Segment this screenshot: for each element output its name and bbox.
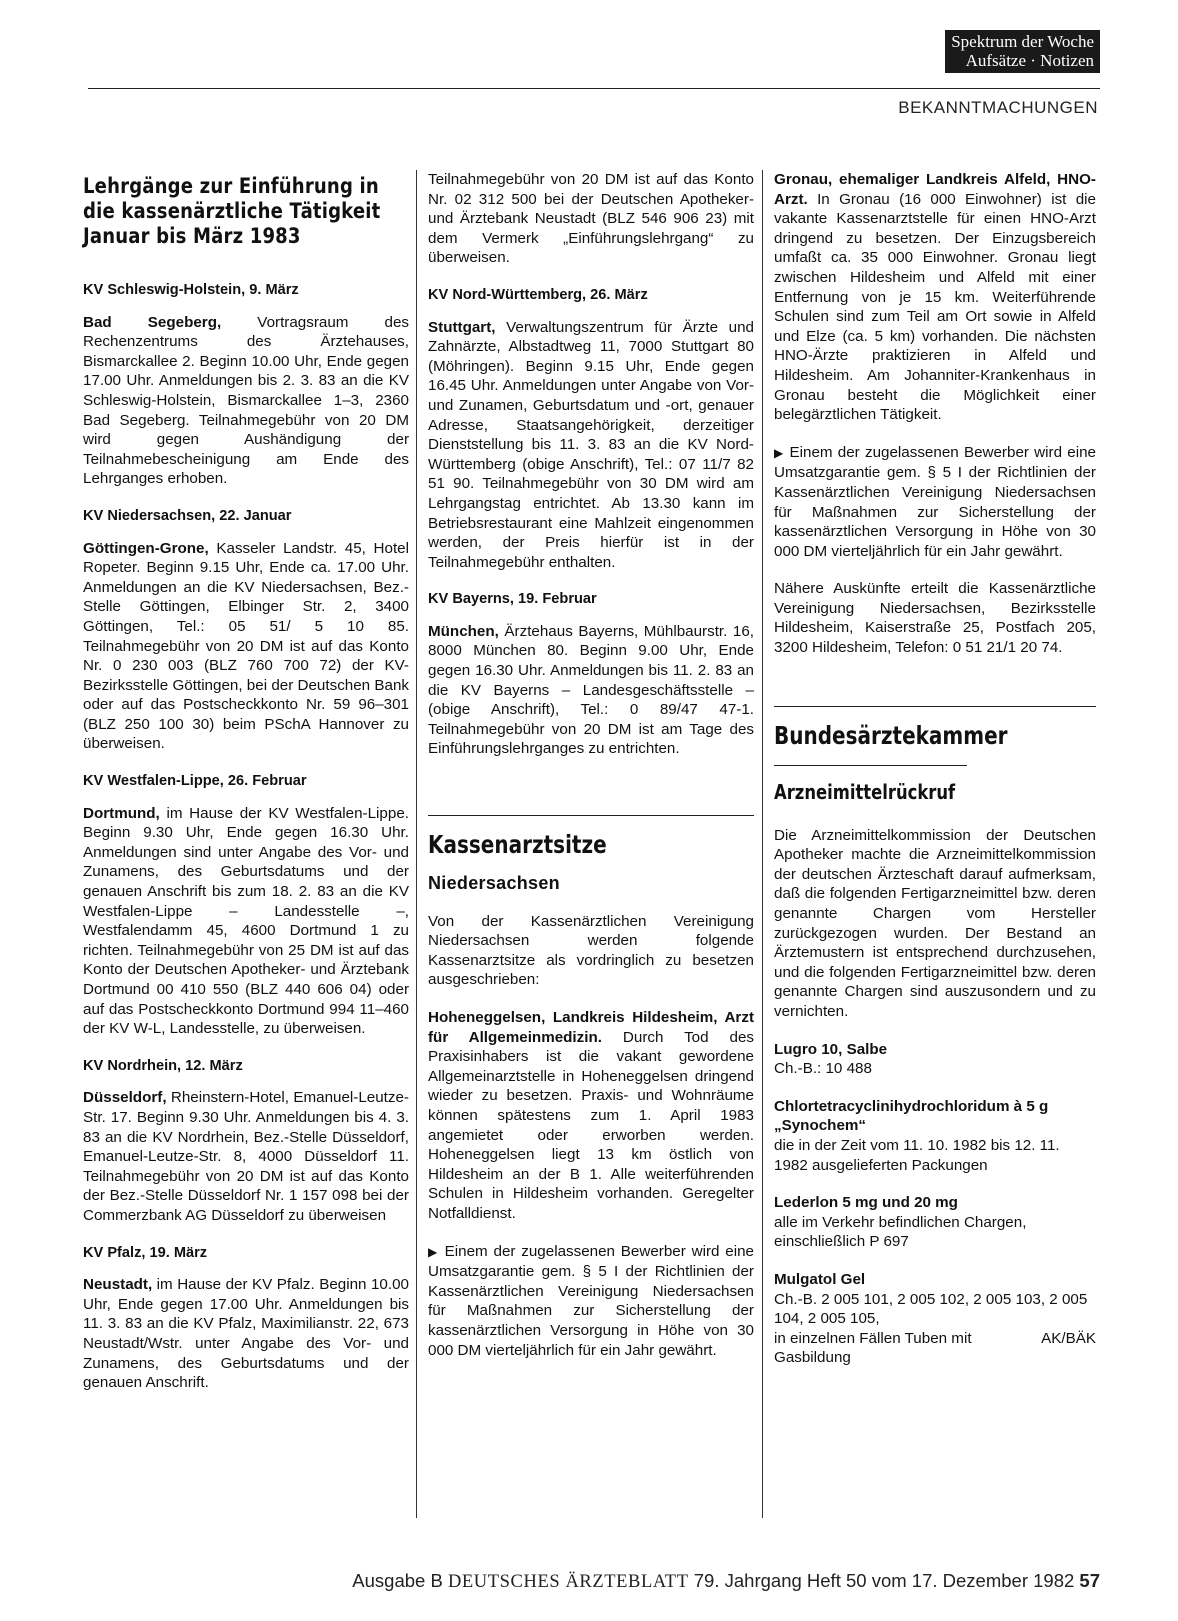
course-text: Ärztehaus Bayerns, Mühlbaurstr. 16, 8000 München 80. Beginn 9.00 Uhr, Ende gegen 16.30 Uhr. Anmeldungen bis 11. 2. 83 an die KV Bayerns – Landesgeschäftsstelle – (obige Anschrift), Tel.: 0 89/47 47-1. Teilnahmegebühr von 20 DM ist am Tage des Einführungslehrganges zu entrichten. [428, 622, 754, 758]
seat-text: In Gronau (16 000 Einwohner) ist die vakante Kassenarztstelle für einen HNO-Arzt dringend zu besetzen. Der Einzugsbereich umfaßt ca. 35 000 Einwohner. Gronau liegt zwischen Hildesheim und Alfeld mit einer Entfernung von je 15 km. Weiterführende Schulen sind zum Teil am Ort sowie in Alfeld und Elze (ca. 5 km) vorhanden. Die nächsten HNO-Ärzte praktizieren in Alfeld und Hildesheim. Am Johanniter-Krankenhaus in Gronau besteht die Möglichkeit einer belegärztlichen Tätigkeit. [774, 190, 1096, 424]
info-paragraph: Nähere Auskünfte erteilt die Kassenärztliche Vereinigung Niedersachsen, Bezirksstelle Hildesheim, Kaiserstraße 25, Postfach 205, 3200 Hildesheim, Telefon: 0 51 21/1 20 74. [774, 580, 1096, 657]
continued-paragraph: Teilnahmegebühr von 20 DM ist auf das Konto Nr. 02 312 500 bei der Deutschen Apotheker- und Ärztebank Neustadt (BLZ 546 906 23) mit dem Vermerk „Einführungslehrgang“ zu überweisen. [428, 171, 754, 267]
course-paragraph [83, 1088, 409, 1225]
badge-line-1: Spektrum der Woche [951, 32, 1094, 51]
kv-heading: KV Schleswig-Holstein, 9. März [83, 282, 299, 298]
guarantee-text: Einem der zugelassenen Bewerber wird eine Umsatzgarantie gem. § 5 I der Richtlinien der Kassenärztlichen Vereinigung Niedersachsen für Maßnahmen zur Sicherstellung der kassenärztlichen Versorgung in Höhe von 30 000 DM vierteljährlich für ein Jahr gewährt. [774, 443, 1096, 560]
signature: AK/BÄK [1041, 1329, 1096, 1347]
course-paragraph [83, 804, 409, 1039]
kv-heading: KV Niedersachsen, 22. Januar [83, 507, 292, 524]
course-paragraph [428, 318, 754, 573]
article-title: Lehrgänge zur Einführung in die kassenärztliche Tätigkeit Januar bis März 1983 [83, 174, 381, 249]
seat-paragraph [774, 170, 1096, 425]
place-name: München, [428, 622, 499, 640]
page-number: 57 [1079, 1570, 1100, 1591]
recall-item-title: Mulgatol Gel [774, 1270, 866, 1288]
seat-paragraph [428, 1008, 754, 1224]
column-divider-2 [762, 170, 763, 1518]
recall-item-text: Ch.-B. 2 005 101, 2 005 102, 2 005 103, 2 005 104, 2 005 105, [774, 1290, 1088, 1328]
intro-paragraph: Von der Kassenärztlichen Vereinigung Niedersachsen werden folgende Kassenarztsitze als vordringlich zu besetzen ausgeschrieben: [428, 912, 754, 989]
guarantee-text: Einem der zugelassenen Bewerber wird eine Umsatzgarantie gem. § 5 I der Richtlinien der Kassenärztlichen Vereinigung Niedersachsen für Maßnahmen zur Sicherstellung der kassenärztlichen Versorgung in Höhe von 30 000 DM vierteljährlich für ein Jahr gewährt. [428, 1242, 754, 1359]
subsection-rule [774, 765, 967, 766]
seat-text: Durch Tod des Praxisinhabers ist die vakant gewordene Allgemeinarztstelle in Hoheneggelsen dringend wieder zu besetzen. Praxis- und Wohnräume können spätestens zum 1. April 1983 angemietet oder erworben werden. Hoheneggelsen liegt 13 km östlich von Hildesheim an der B 1. Alle weiterführenden Schulen in Hildesheim vorhanden. Geregelter Notfalldienst. [428, 1028, 754, 1222]
seat-heading: Gronau, ehemaliger Landkreis Alfeld, HNO-Arzt. [774, 171, 1096, 208]
footer-journal: DEUTSCHES ÄRZTEBLATT [447, 1572, 689, 1592]
recall-last-line [774, 1329, 1096, 1368]
kv-heading: KV Bayerns, 19. Februar [428, 591, 597, 608]
course-text: Vortragsraum des Rechenzentrums des Ärztehauses, Bismarckallee 2. Beginn 10.00 Uhr, Ende gegen 17.00 Uhr. Anmeldungen bis 2. 3. 83 an die KV Schleswig-Holstein, Bismarckallee 1–3, 2360 Bad Segeberg. Teilnahmegebühr von 20 DM wird gegen Aushändigung der Teilnahmebescheinigung am Ende des Lehrganges erhoben. [83, 313, 409, 488]
header-rule [88, 88, 1100, 89]
place-name: Dortmund, [83, 804, 160, 822]
subsection-title: Arzneimittelrückruf [774, 779, 956, 804]
course-text: im Hause der KV Westfalen-Lippe. Beginn 9.30 Uhr, Ende gegen 16.30 Uhr. Anmeldungen sind unter Angabe des Vor- und Zunamens, des Geburtsdatums und der genauen Anschrift bis zum 18. 2. 83 an die KV Westfalen-Lippe – Landesstelle –, Westfalendamm 45, 4600 Dortmund 1 zu richten. Teilnahmegebühr von 25 DM ist auf das Konto der Deutschen Apotheker- und Ärztebank Dortmund 00 410 550 (BLZ 440 606 04) oder auf das Postscheckkonto Dortmund 994 11–460 der KV W-L, Landesstelle, zu überweisen. [83, 804, 409, 1038]
recall-item-text: Ch.-B.: 10 488 [774, 1060, 872, 1078]
recall-item [774, 1193, 1096, 1252]
course-text: Rheinstern-Hotel, Emanuel-Leutze-Str. 17. Beginn 9.30 Uhr. Anmeldungen bis 4. 3. 83 an die KV Nordrhein, Bez.-Stelle Düsseldorf, Emanuel-Leutze-Str. 8, 4000 Düsseldorf 11. Teilnahmegebühr von 20 DM ist auf das Konto der Bez.-Stelle Düsseldorf Nr. 1 157 098 bei der Commerzbank AG Düsseldorf zu überweisen [83, 1089, 409, 1224]
column-1 [83, 170, 409, 1411]
guarantee-paragraph [428, 1242, 754, 1361]
seat-heading: Hoheneggelsen, Landkreis Hildesheim, Arzt für Allgemeinmedizin. [428, 1009, 754, 1046]
section-badge [945, 30, 1100, 73]
section-rule [774, 706, 1096, 707]
column-divider-1 [416, 170, 417, 1518]
recall-item-title: Lugro 10, Salbe [774, 1040, 888, 1058]
section-title-kassenarztsitze: Kassenarztsitze [428, 830, 607, 860]
column-2 [428, 170, 754, 1360]
course-text: im Hause der KV Pfalz. Beginn 10.00 Uhr, Ende gegen 17.00 Uhr. Anmeldungen bis 11. 3. 83 an die KV Pfalz, Maximilianstr. 22, 673 Neustadt/Wstr. unter Angabe des Vor- und Zunamens, des Geburtsdatums und der genauen Anschrift. [83, 1276, 409, 1392]
triangle-bullet-icon: ▶ [428, 1244, 439, 1259]
section-label: BEKANNTMACHUNGEN [898, 98, 1098, 117]
column-3 [774, 170, 1096, 1368]
recall-item [774, 1040, 1096, 1079]
kv-heading: KV Nordrhein, 12. März [83, 1057, 243, 1074]
kv-heading: KV Nord-Württemberg, 26. März [428, 286, 648, 303]
place-name: Göttingen-Grone, [83, 539, 209, 557]
recall-item-title: Chlortetracyclinihydrochloridum à 5 g „Synochem“ [774, 1097, 1049, 1135]
guarantee-paragraph [774, 443, 1096, 562]
course-text: Verwaltungszentrum für Ärzte und Zahnärzte, Albstadtweg 11, 7000 Stuttgart 80 (Möhringen). Beginn 9.15 Uhr, Ende gegen 16.45 Uhr. Anmeldungen unter Angabe von Vor- und Zunamen, Geburtsdatum und -ort, genauer Adresse, Staatsangehörigkeit, derzeitiger Dienststellung bis 11. 3. 83 an die KV Nord-Württemberg (obige Anschrift), Tel.: 07 11/7 82 51 90. Teilnahmegebühr von 30 DM wird am Lehrgangstag entrichtet. Ab 13.30 kann im Betriebsrestaurant eine Mahlzeit eingenommen werden, der Preis hierfür ist in der Teilnahmegebühr enthalten. [428, 318, 754, 571]
recall-item [774, 1270, 1096, 1368]
page-footer [0, 1570, 1100, 1593]
kv-heading: KV Westfalen-Lippe, 26. Februar [83, 773, 307, 790]
place-name: Neustadt, [83, 1276, 153, 1294]
recall-item-title: Lederlon 5 mg und 20 mg [774, 1194, 958, 1212]
place-name: Bad Segeberg, [83, 313, 222, 331]
footer-edition: Ausgabe B [352, 1570, 443, 1591]
section-rule [428, 815, 754, 816]
subsection-title: Niedersachsen [428, 873, 560, 894]
place-name: Stuttgart, [428, 318, 496, 336]
badge-line-2: Aufsätze · Notizen [965, 51, 1094, 70]
course-text: Kasseler Landstr. 45, Hotel Ropeter. Beginn 9.15 Uhr, Ende ca. 17.00 Uhr. Anmeldungen an die KV Niedersachsen, Bez.-Stelle Göttingen, Elbinger Str. 2, 3400 Göttingen, Tel.: 05 51/ 5 10 85. Teilnahmegebühr von 20 DM ist auf das Konto Nr. 0 230 003 (BLZ 760 700 72) der KV-Bezirksstelle Göttingen, bei der Deutschen Bank oder auf das Postscheckkonto Nr. 59 96–301 (BLZ 250 100 30) beim PSchA Hannover zu überweisen. [83, 539, 409, 753]
course-paragraph [83, 1275, 409, 1393]
recall-item-text: die in der Zeit vom 11. 10. 1982 bis 12. 11. 1982 ausgelieferten Packungen [774, 1136, 1060, 1174]
kv-heading: KV Pfalz, 19. März [83, 1244, 208, 1261]
recall-note: in einzelnen Fällen Tuben mit Gasbildung [774, 1329, 972, 1367]
section-title-bundesaerztekammer: Bundesärztekammer [774, 720, 1008, 750]
course-paragraph [83, 539, 409, 755]
place-name: Düsseldorf, [83, 1089, 167, 1107]
recall-intro: Die Arzneimittelkommission der Deutschen Apotheker machte die Arzneimittelkommission der deutschen Ärzteschaft darauf aufmerksam, daß die folgenden Fertigarzneimittel bzw. deren genannte Chargen vom Hersteller zurückgezogen wurden. Der Bestand an Ärztemustern ist entsprechend durchzusehen, und die folgenden Fertigarzneimittel bzw. deren genannte Chargen sind auszusondern und zu vernichten. [774, 826, 1096, 1020]
course-paragraph [83, 313, 409, 489]
recall-item-text: alle im Verkehr befindlichen Chargen, einschließlich P 697 [774, 1213, 1027, 1251]
footer-issue: 79. Jahrgang Heft 50 vom 17. Dezember 1982 [693, 1570, 1075, 1591]
recall-item [774, 1097, 1096, 1175]
triangle-bullet-icon: ▶ [774, 445, 785, 460]
course-paragraph [428, 622, 754, 759]
